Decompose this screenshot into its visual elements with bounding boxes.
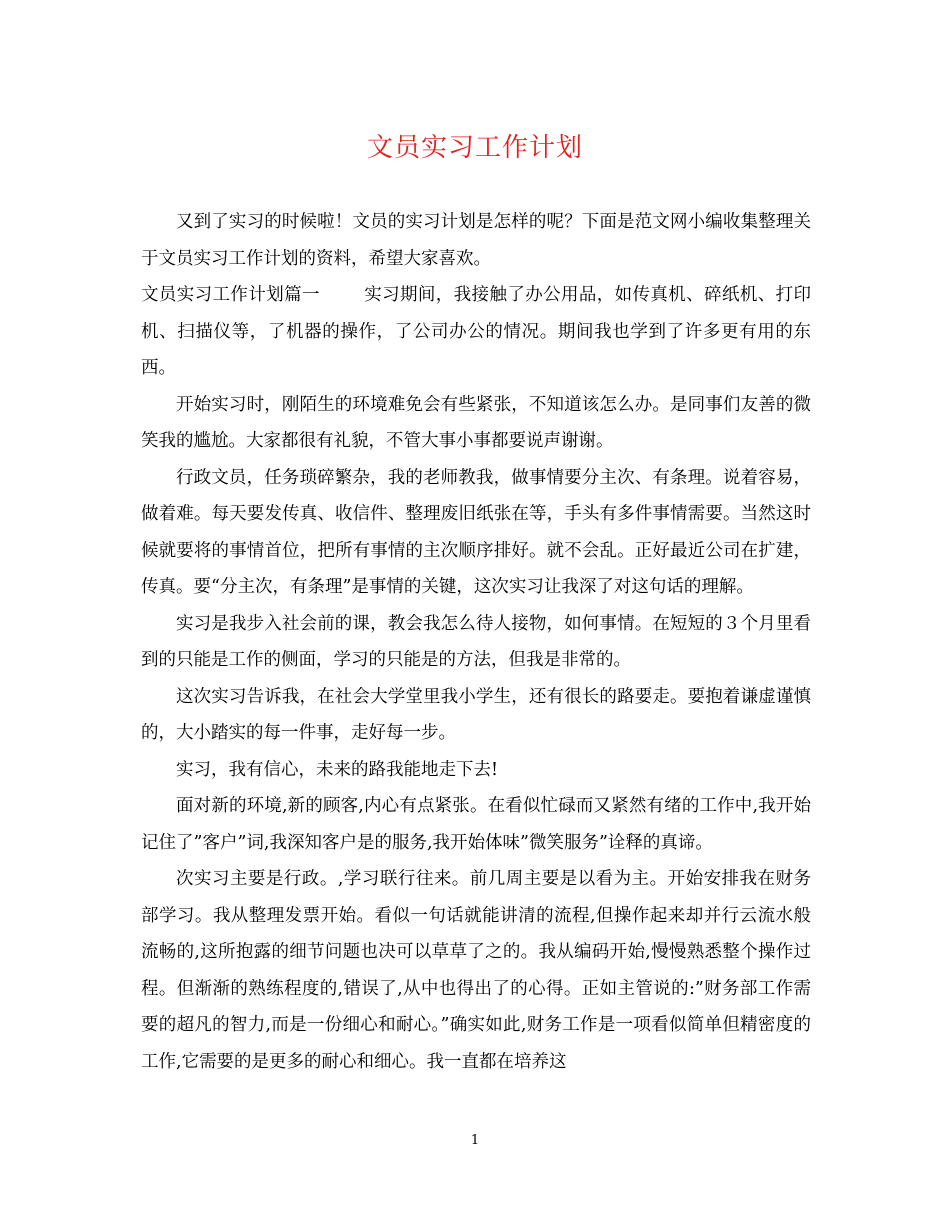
- paragraph-intro: 又到了实习的时候啦！文员的实习计划是怎样的呢？下面是范文网小编收集整理关于文员实习工作计划的资料，希望大家喜欢。: [141, 212, 811, 269]
- paragraph: 开始实习时，刚陌生的环境难免会有些紧张，不知道该怎么办。是同事们友善的微笑我的尴尬。大家都很有礼貌，不管大事小事都要说声谢谢。: [141, 394, 811, 451]
- page-number: 1: [470, 1133, 480, 1148]
- paragraph-section-one: [141, 277, 811, 387]
- paragraph: 这次实习告诉我，在社会大学堂里我小学生，还有很长的路要走。要抱着谦虚谨慎的，大小踏实的每一件事，走好每一步。: [141, 686, 811, 743]
- paragraph: 次实习主要是行政。,学习联行往来。前几周主要是以看为主。开始安排我在财务部学习。我从整理发票开始。看似一句话就能讲清的流程,但操作起来却并行云流水般流畅的,这所抱露的细节问题也决可以草草了之的。我从编码开始,慢慢熟悉整个操作过程。但渐渐的熟练程度的,错误了,从中也得出了的心得。正如主管说的:”财务部工作需要的超凡的智力,而是一份细心和耐心。”确实如此,财务工作是一项看似简单但精密度的工作,它需要的是更多的耐心和细心。我一直都在培养这: [141, 869, 811, 1072]
- document-title: 文员实习工作计划: [366, 133, 583, 163]
- section-text: 实习期间，我接触了办公用品，如传真机、碎纸机、打印机、扫描仪等，了机器的操作，了公司办公的情况。期间我也学到了许多更有用的东西。: [141, 285, 812, 378]
- document-body: [141, 204, 811, 1080]
- paragraph: 行政文员，任务琐碎繁杂，我的老师教我，做事情要分主次、有条理。说着容易，做着难。每天要发传真、收信件、整理废旧纸张在等，手头有多件事情需要。当然这时候就要将的事情首位，把所有事情的主次顺序排好。就不会乱。正好最近公司在扩建，传真。要“分主次，有条理”是事情的关键，这次实习让我深了对这句话的理解。: [141, 467, 811, 597]
- section-heading: 文员实习工作计划篇一: [141, 285, 320, 305]
- paragraph: 实习是我步入社会前的课，教会我怎么待人接物，如何事情。在短短的３个月里看到的只能是工作的侧面，学习的只能是的方法，但我是非常的。: [141, 613, 811, 670]
- paragraph: 实习，我有信心，未来的路我能地走下去!: [176, 759, 499, 780]
- paragraph: 面对新的环境,新的顾客,内心有点紧张。在看似忙碌而又紧然有绪的工作中,我开始记住了”客户”词,我深知客户是的服务,我开始体味”微笑服务”诠释的真谛。: [141, 796, 811, 853]
